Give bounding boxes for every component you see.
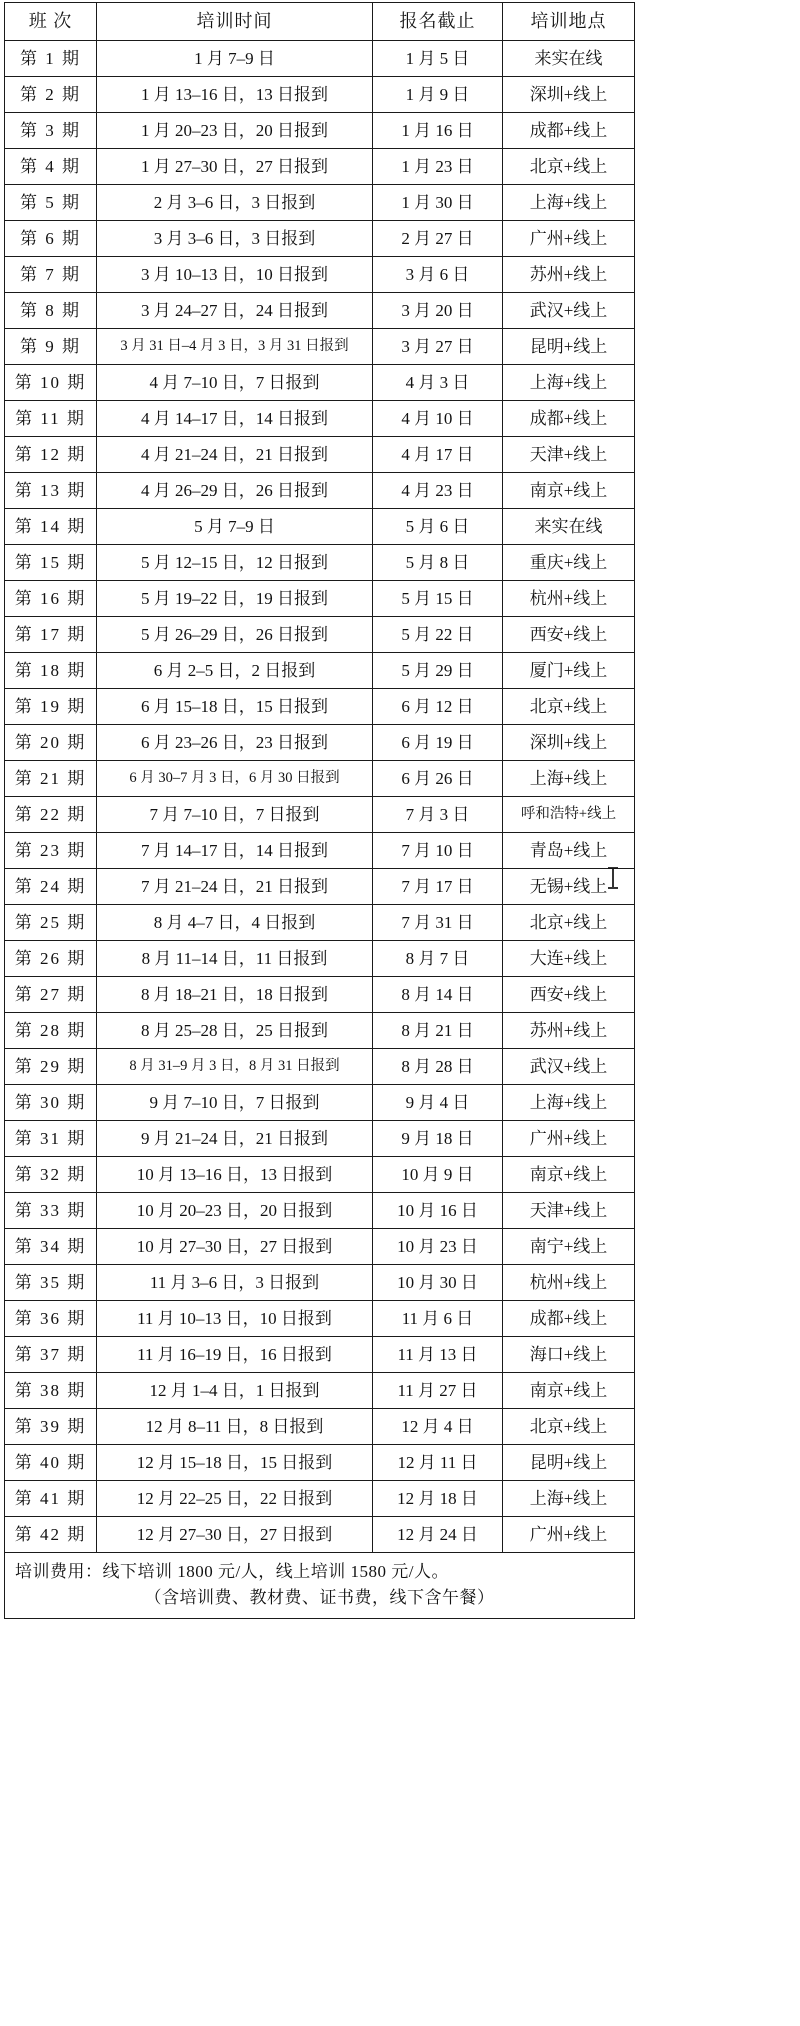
cell-term: 第 3 期: [5, 113, 97, 149]
cell-registration-deadline: 11 月 27 日: [373, 1373, 503, 1409]
table-row: [5, 1373, 635, 1409]
cell-training-time: 6 月 2–5 日，2 日报到: [97, 653, 373, 689]
cell-training-time: 4 月 14–17 日，14 日报到: [97, 401, 373, 437]
cell-registration-deadline: 4 月 23 日: [373, 473, 503, 509]
table-row: [5, 725, 635, 761]
cell-training-location: 北京+线上: [503, 1409, 635, 1445]
cell-term: 第 6 期: [5, 221, 97, 257]
cell-registration-deadline: 8 月 28 日: [373, 1049, 503, 1085]
cell-term: 第 25 期: [5, 905, 97, 941]
cell-training-time: 8 月 31–9 月 3 日，8 月 31 日报到: [97, 1049, 373, 1085]
table-footer: [5, 1553, 635, 1619]
cell-term: 第 17 期: [5, 617, 97, 653]
cell-term: 第 1 期: [5, 41, 97, 77]
table-row: [5, 41, 635, 77]
table-row: [5, 905, 635, 941]
cell-training-time: 1 月 7–9 日: [97, 41, 373, 77]
cell-registration-deadline: 5 月 8 日: [373, 545, 503, 581]
cell-training-time: 11 月 16–19 日，16 日报到: [97, 1337, 373, 1373]
cell-registration-deadline: 12 月 4 日: [373, 1409, 503, 1445]
table-row: [5, 653, 635, 689]
cell-term: 第 40 期: [5, 1445, 97, 1481]
cell-training-location: 西安+线上: [503, 617, 635, 653]
cell-training-time: 6 月 15–18 日，15 日报到: [97, 689, 373, 725]
cell-registration-deadline: 8 月 7 日: [373, 941, 503, 977]
cell-term: 第 41 期: [5, 1481, 97, 1517]
cell-training-time: 8 月 25–28 日，25 日报到: [97, 1013, 373, 1049]
cell-training-location: 北京+线上: [503, 689, 635, 725]
table-row: [5, 1085, 635, 1121]
cell-training-time: 12 月 1–4 日，1 日报到: [97, 1373, 373, 1409]
cell-training-location: 成都+线上: [503, 401, 635, 437]
table-row: [5, 977, 635, 1013]
cell-term: 第 31 期: [5, 1121, 97, 1157]
cell-registration-deadline: 6 月 26 日: [373, 761, 503, 797]
cell-registration-deadline: 10 月 23 日: [373, 1229, 503, 1265]
cell-term: 第 5 期: [5, 185, 97, 221]
cell-training-time: 2 月 3–6 日，3 日报到: [97, 185, 373, 221]
cell-training-location: 苏州+线上: [503, 257, 635, 293]
cell-training-time: 8 月 4–7 日，4 日报到: [97, 905, 373, 941]
cell-training-time: 12 月 27–30 日，27 日报到: [97, 1517, 373, 1553]
cell-term: 第 20 期: [5, 725, 97, 761]
cell-training-time: 6 月 30–7 月 3 日，6 月 30 日报到: [97, 761, 373, 797]
fee-note-cell: [5, 1553, 635, 1619]
cell-training-time: 11 月 3–6 日，3 日报到: [97, 1265, 373, 1301]
cell-training-time: 1 月 13–16 日，13 日报到: [97, 77, 373, 113]
cell-registration-deadline: 1 月 23 日: [373, 149, 503, 185]
cell-training-location: 苏州+线上: [503, 1013, 635, 1049]
cell-registration-deadline: 4 月 17 日: [373, 437, 503, 473]
cell-training-time: 3 月 3–6 日，3 日报到: [97, 221, 373, 257]
cell-training-time: 4 月 7–10 日，7 日报到: [97, 365, 373, 401]
cell-training-location: 上海+线上: [503, 185, 635, 221]
cell-training-time: 3 月 24–27 日，24 日报到: [97, 293, 373, 329]
table-row: [5, 1049, 635, 1085]
cell-term: 第 9 期: [5, 329, 97, 365]
table-row: [5, 401, 635, 437]
table-row: [5, 1481, 635, 1517]
cell-training-time: 12 月 22–25 日，22 日报到: [97, 1481, 373, 1517]
cell-training-time: 6 月 23–26 日，23 日报到: [97, 725, 373, 761]
cell-training-time: 5 月 26–29 日，26 日报到: [97, 617, 373, 653]
cell-training-location: 成都+线上: [503, 1301, 635, 1337]
table-row: [5, 797, 635, 833]
cell-term: 第 42 期: [5, 1517, 97, 1553]
cell-term: 第 32 期: [5, 1157, 97, 1193]
cell-training-location: 杭州+线上: [503, 581, 635, 617]
cell-training-location: 南宁+线上: [503, 1229, 635, 1265]
cell-training-time: 10 月 27–30 日，27 日报到: [97, 1229, 373, 1265]
cell-training-location: 广州+线上: [503, 221, 635, 257]
cell-training-time: 8 月 18–21 日，18 日报到: [97, 977, 373, 1013]
table-row: [5, 833, 635, 869]
cell-training-location: 南京+线上: [503, 1373, 635, 1409]
cell-training-time: 4 月 21–24 日，21 日报到: [97, 437, 373, 473]
cell-training-location: 广州+线上: [503, 1121, 635, 1157]
cell-term: 第 19 期: [5, 689, 97, 725]
cell-registration-deadline: 1 月 9 日: [373, 77, 503, 113]
table-row: [5, 77, 635, 113]
table-row: [5, 1553, 635, 1619]
cell-training-location: 重庆+线上: [503, 545, 635, 581]
cell-training-location: 昆明+线上: [503, 329, 635, 365]
cell-training-time: 7 月 21–24 日，21 日报到: [97, 869, 373, 905]
cell-training-location: 昆明+线上: [503, 1445, 635, 1481]
cell-registration-deadline: 8 月 14 日: [373, 977, 503, 1013]
cell-term: 第 38 期: [5, 1373, 97, 1409]
table-row: [5, 545, 635, 581]
cell-training-time: 5 月 12–15 日，12 日报到: [97, 545, 373, 581]
table-header: [5, 3, 635, 41]
cell-training-time: 9 月 21–24 日，21 日报到: [97, 1121, 373, 1157]
table-row: [5, 509, 635, 545]
table-row: [5, 1445, 635, 1481]
table-row: [5, 1337, 635, 1373]
cell-training-location: 天津+线上: [503, 437, 635, 473]
cell-term: 第 36 期: [5, 1301, 97, 1337]
table-row: [5, 185, 635, 221]
cell-registration-deadline: 5 月 29 日: [373, 653, 503, 689]
table-row: [5, 437, 635, 473]
cell-term: 第 27 期: [5, 977, 97, 1013]
table-row: [5, 1229, 635, 1265]
table-row: [5, 941, 635, 977]
cell-training-time: 4 月 26–29 日，26 日报到: [97, 473, 373, 509]
cell-registration-deadline: 6 月 19 日: [373, 725, 503, 761]
cell-training-location: 南京+线上: [503, 1157, 635, 1193]
cell-term: 第 37 期: [5, 1337, 97, 1373]
cell-registration-deadline: 7 月 3 日: [373, 797, 503, 833]
cell-registration-deadline: 1 月 30 日: [373, 185, 503, 221]
cell-registration-deadline: 5 月 6 日: [373, 509, 503, 545]
cell-term: 第 23 期: [5, 833, 97, 869]
cell-registration-deadline: 9 月 18 日: [373, 1121, 503, 1157]
table-row: [5, 1157, 635, 1193]
fee-note-line-2: （含培训费、教材费、证书费，线下含午餐）: [144, 1587, 495, 1607]
cell-registration-deadline: 5 月 22 日: [373, 617, 503, 653]
text-cursor-icon: [612, 867, 614, 889]
cell-term: 第 30 期: [5, 1085, 97, 1121]
cell-training-time: 7 月 14–17 日，14 日报到: [97, 833, 373, 869]
cell-training-location: 武汉+线上: [503, 1049, 635, 1085]
cell-training-location: 厦门+线上: [503, 653, 635, 689]
cell-term: 第 24 期: [5, 869, 97, 905]
cell-training-location: 西安+线上: [503, 977, 635, 1013]
table-row: [5, 1193, 635, 1229]
cell-training-location: 武汉+线上: [503, 293, 635, 329]
column-header-registration-deadline: 报名截止: [373, 3, 503, 41]
cell-registration-deadline: 7 月 10 日: [373, 833, 503, 869]
cell-term: 第 15 期: [5, 545, 97, 581]
cell-training-time: 10 月 20–23 日，20 日报到: [97, 1193, 373, 1229]
table-row: [5, 293, 635, 329]
cell-registration-deadline: 4 月 10 日: [373, 401, 503, 437]
cell-training-location: 呼和浩特+线上: [503, 797, 635, 833]
cell-training-time: 8 月 11–14 日，11 日报到: [97, 941, 373, 977]
table-row: [5, 689, 635, 725]
cell-term: 第 33 期: [5, 1193, 97, 1229]
cell-training-time: 12 月 15–18 日，15 日报到: [97, 1445, 373, 1481]
cell-term: 第 29 期: [5, 1049, 97, 1085]
cell-training-location: 青岛+线上: [503, 833, 635, 869]
cell-training-location: 南京+线上: [503, 473, 635, 509]
table-row: [5, 113, 635, 149]
cell-training-time: 3 月 10–13 日，10 日报到: [97, 257, 373, 293]
cell-term: 第 12 期: [5, 437, 97, 473]
cell-registration-deadline: 12 月 11 日: [373, 1445, 503, 1481]
fee-note-line-1: 培训费用：线下培训 1800 元/人，线上培训 1580 元/人。: [15, 1562, 449, 1581]
cell-training-location: 来实在线: [503, 41, 635, 77]
cell-training-location: 天津+线上: [503, 1193, 635, 1229]
cell-term: 第 34 期: [5, 1229, 97, 1265]
cell-term: 第 35 期: [5, 1265, 97, 1301]
cell-term: 第 4 期: [5, 149, 97, 185]
table-row: [5, 1121, 635, 1157]
cell-term: 第 28 期: [5, 1013, 97, 1049]
table-body: [5, 41, 635, 1553]
cell-training-location: 上海+线上: [503, 1481, 635, 1517]
table-row: [5, 1301, 635, 1337]
cell-registration-deadline: 7 月 31 日: [373, 905, 503, 941]
table-row: [5, 473, 635, 509]
cell-training-time: 11 月 10–13 日，10 日报到: [97, 1301, 373, 1337]
cell-training-time: 12 月 8–11 日，8 日报到: [97, 1409, 373, 1445]
cell-training-location: 来实在线: [503, 509, 635, 545]
cell-term: 第 14 期: [5, 509, 97, 545]
column-header-training-location: 培训地点: [503, 3, 635, 41]
table-row: [5, 581, 635, 617]
cell-registration-deadline: 12 月 24 日: [373, 1517, 503, 1553]
cell-registration-deadline: 4 月 3 日: [373, 365, 503, 401]
cell-training-location: 北京+线上: [503, 149, 635, 185]
cell-training-time: 1 月 27–30 日，27 日报到: [97, 149, 373, 185]
cell-term: 第 11 期: [5, 401, 97, 437]
table-row: [5, 617, 635, 653]
cell-registration-deadline: 10 月 9 日: [373, 1157, 503, 1193]
cell-registration-deadline: 1 月 16 日: [373, 113, 503, 149]
column-header-training-time: 培训时间: [97, 3, 373, 41]
cell-training-location: 深圳+线上: [503, 725, 635, 761]
table-row: [5, 257, 635, 293]
table-row: [5, 149, 635, 185]
cell-training-time: 7 月 7–10 日，7 日报到: [97, 797, 373, 833]
table-row: [5, 869, 635, 905]
cell-term: 第 18 期: [5, 653, 97, 689]
cell-training-location: 上海+线上: [503, 365, 635, 401]
cell-training-location: 广州+线上: [503, 1517, 635, 1553]
cell-term: 第 39 期: [5, 1409, 97, 1445]
cell-training-time: 3 月 31 日–4 月 3 日，3 月 31 日报到: [97, 329, 373, 365]
cell-training-location: 成都+线上: [503, 113, 635, 149]
cell-registration-deadline: 2 月 27 日: [373, 221, 503, 257]
table-header-row: [5, 3, 635, 41]
column-header-term: 班 次: [5, 3, 97, 41]
cell-term: 第 26 期: [5, 941, 97, 977]
cell-registration-deadline: 11 月 13 日: [373, 1337, 503, 1373]
cell-training-location: 深圳+线上: [503, 77, 635, 113]
cell-term: 第 16 期: [5, 581, 97, 617]
cell-term: 第 2 期: [5, 77, 97, 113]
cell-registration-deadline: 8 月 21 日: [373, 1013, 503, 1049]
cell-training-location: 杭州+线上: [503, 1265, 635, 1301]
cell-registration-deadline: 1 月 5 日: [373, 41, 503, 77]
cell-registration-deadline: 3 月 27 日: [373, 329, 503, 365]
cell-term: 第 21 期: [5, 761, 97, 797]
cell-training-time: 5 月 19–22 日，19 日报到: [97, 581, 373, 617]
cell-training-location: 海口+线上: [503, 1337, 635, 1373]
cell-registration-deadline: 10 月 30 日: [373, 1265, 503, 1301]
cell-training-time: 10 月 13–16 日，13 日报到: [97, 1157, 373, 1193]
training-schedule-table: [4, 2, 635, 1619]
cell-registration-deadline: 3 月 6 日: [373, 257, 503, 293]
cell-training-location: 无锡+线上: [503, 869, 635, 905]
cell-registration-deadline: 3 月 20 日: [373, 293, 503, 329]
table-row: [5, 1517, 635, 1553]
table-row: [5, 329, 635, 365]
cell-registration-deadline: 5 月 15 日: [373, 581, 503, 617]
table-row: [5, 761, 635, 797]
table-row: [5, 365, 635, 401]
cell-registration-deadline: 11 月 6 日: [373, 1301, 503, 1337]
cell-registration-deadline: 9 月 4 日: [373, 1085, 503, 1121]
cell-registration-deadline: 7 月 17 日: [373, 869, 503, 905]
cell-registration-deadline: 10 月 16 日: [373, 1193, 503, 1229]
table-row: [5, 1013, 635, 1049]
cell-training-location: 上海+线上: [503, 1085, 635, 1121]
table-row: [5, 1265, 635, 1301]
cell-term: 第 22 期: [5, 797, 97, 833]
table-row: [5, 221, 635, 257]
table-row: [5, 1409, 635, 1445]
cell-training-time: 9 月 7–10 日，7 日报到: [97, 1085, 373, 1121]
training-schedule-container: [4, 0, 634, 1619]
cell-training-time: 5 月 7–9 日: [97, 509, 373, 545]
cell-training-location: 上海+线上: [503, 761, 635, 797]
cell-term: 第 7 期: [5, 257, 97, 293]
cell-registration-deadline: 6 月 12 日: [373, 689, 503, 725]
cell-term: 第 13 期: [5, 473, 97, 509]
cell-registration-deadline: 12 月 18 日: [373, 1481, 503, 1517]
cell-training-location: 大连+线上: [503, 941, 635, 977]
cell-term: 第 8 期: [5, 293, 97, 329]
cell-training-location: 北京+线上: [503, 905, 635, 941]
cell-training-time: 1 月 20–23 日，20 日报到: [97, 113, 373, 149]
cell-term: 第 10 期: [5, 365, 97, 401]
